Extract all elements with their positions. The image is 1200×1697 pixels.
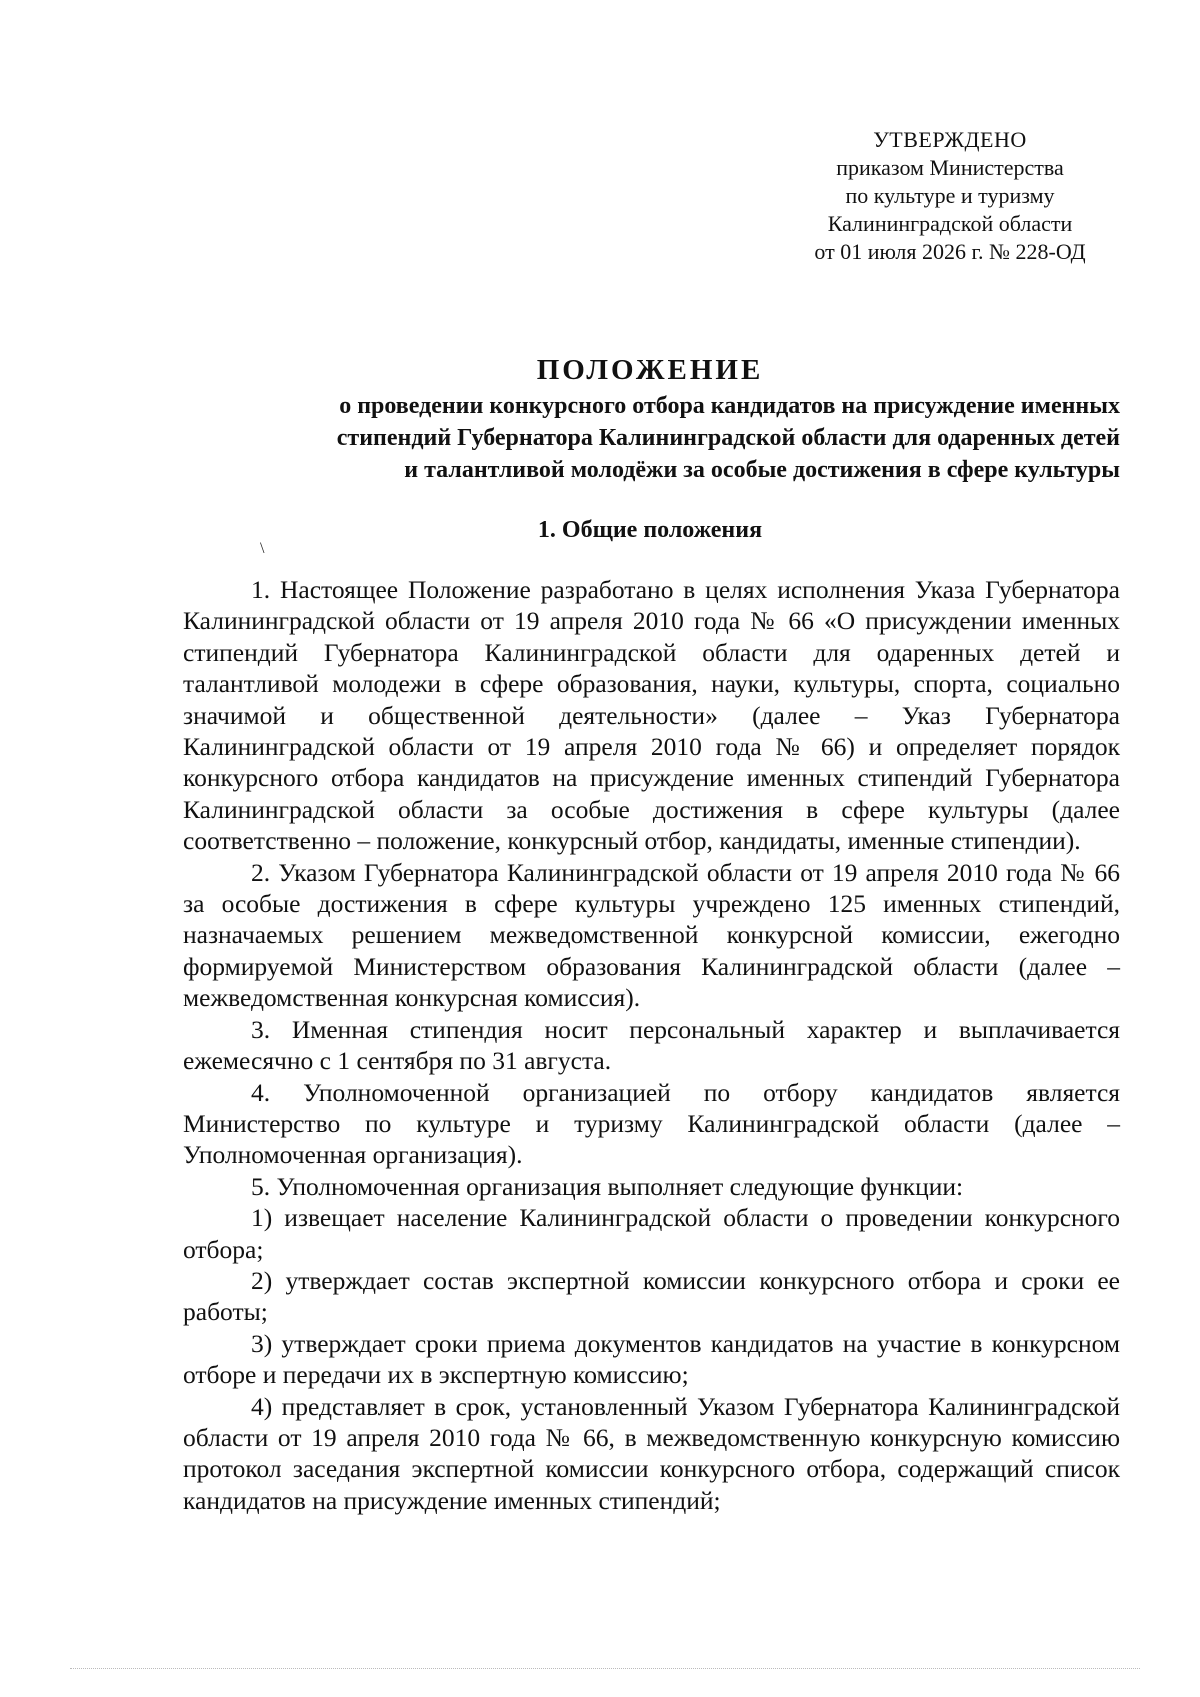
- approval-stamp: [800, 126, 1100, 266]
- document-body: [183, 574, 1120, 1516]
- subtitle-line: и талантливой молодёжи за особые достижения в сфере культуры: [404, 457, 1120, 483]
- approval-heading: УТВЕРЖДЕНО: [873, 127, 1027, 152]
- scan-artifact-line: [70, 1668, 1140, 1669]
- document-title: ПОЛОЖЕНИЕ: [536, 354, 764, 386]
- section-heading: 1. Общие положения: [537, 517, 763, 543]
- paragraph: 2. Указом Губернатора Калининградской области от 19 апреля 2010 года № 66 за особые достижения в сфере культуры учреждено 125 именных стипендий, назначаемых решением межведомственной конкурсной комиссии, ежегодно формируемой Министерством образования Калининградской области (далее – межведомственная конкурсная комиссия).: [183, 857, 1120, 1013]
- paragraph: 5. Уполномоченная организация выполняет следующие функции:: [251, 1171, 964, 1201]
- approval-line: приказом Министерства: [836, 155, 1064, 180]
- list-item: 3) утверждает сроки приема документов кандидатов на участие в конкурсном отборе и передачи их в экспертную комиссию;: [183, 1328, 1120, 1390]
- list-item: 1) извещает население Калининградской области о проведении конкурсного отбора;: [183, 1203, 1120, 1264]
- paragraph: 1. Настоящее Положение разработано в целях исполнения Указа Губернатора Калининградской области от 19 апреля 2010 года № 66 «О присуждении именных стипендий Губернатора Калининградской области для одаренных детей и талантливой молодежи в сфере образования, науки, культуры, спорта, социально значимой и общественной деятельности» (далее – Указ Губернатора Калининградской области от 19 апреля 2010 года № 66) и определяет порядок конкурсного отбора кандидатов на присуждение именных стипендий Губернатора Калининградской области за особые достижения в сфере культуры (далее соответственно – положение, конкурсный отбор, кандидаты, именные стипендии).: [183, 575, 1120, 856]
- paragraph: 4. Уполномоченной организацией по отбору кандидатов является Министерство по культуре и туризму Калининградской области (далее – Уполномоченная организация).: [183, 1077, 1120, 1170]
- approval-line: по культуре и туризму: [845, 183, 1055, 208]
- list-item: 2) утверждает состав экспертной комиссии конкурсного отбора и сроки ее работы;: [183, 1265, 1120, 1327]
- list-item: 4) представляет в срок, установленный Указом Губернатора Калининградской области от 19 апреля 2010 года № 66, в межведомственную конкурсную комиссию протокол заседания экспертной комиссии конкурсного отбора, содержащий список кандидатов на присуждение именных стипендий;: [183, 1391, 1120, 1515]
- scan-mark: \: [260, 540, 265, 557]
- subtitle-line: о проведении конкурсного отбора кандидатов на присуждение именных: [339, 393, 1120, 419]
- document-subtitle: [180, 390, 1120, 486]
- subtitle-line: стипендий Губернатора Калининградской области для одаренных детей: [336, 425, 1120, 451]
- approval-line: Калининградской области: [827, 211, 1073, 236]
- approval-date-number: от 01 июля 2026 г. № 228-ОД: [814, 239, 1086, 264]
- document-title-block: [180, 352, 1120, 486]
- paragraph: 3. Именная стипендия носит персональный характер и выплачивается ежемесячно с 1 сентября по 31 августа.: [183, 1014, 1120, 1076]
